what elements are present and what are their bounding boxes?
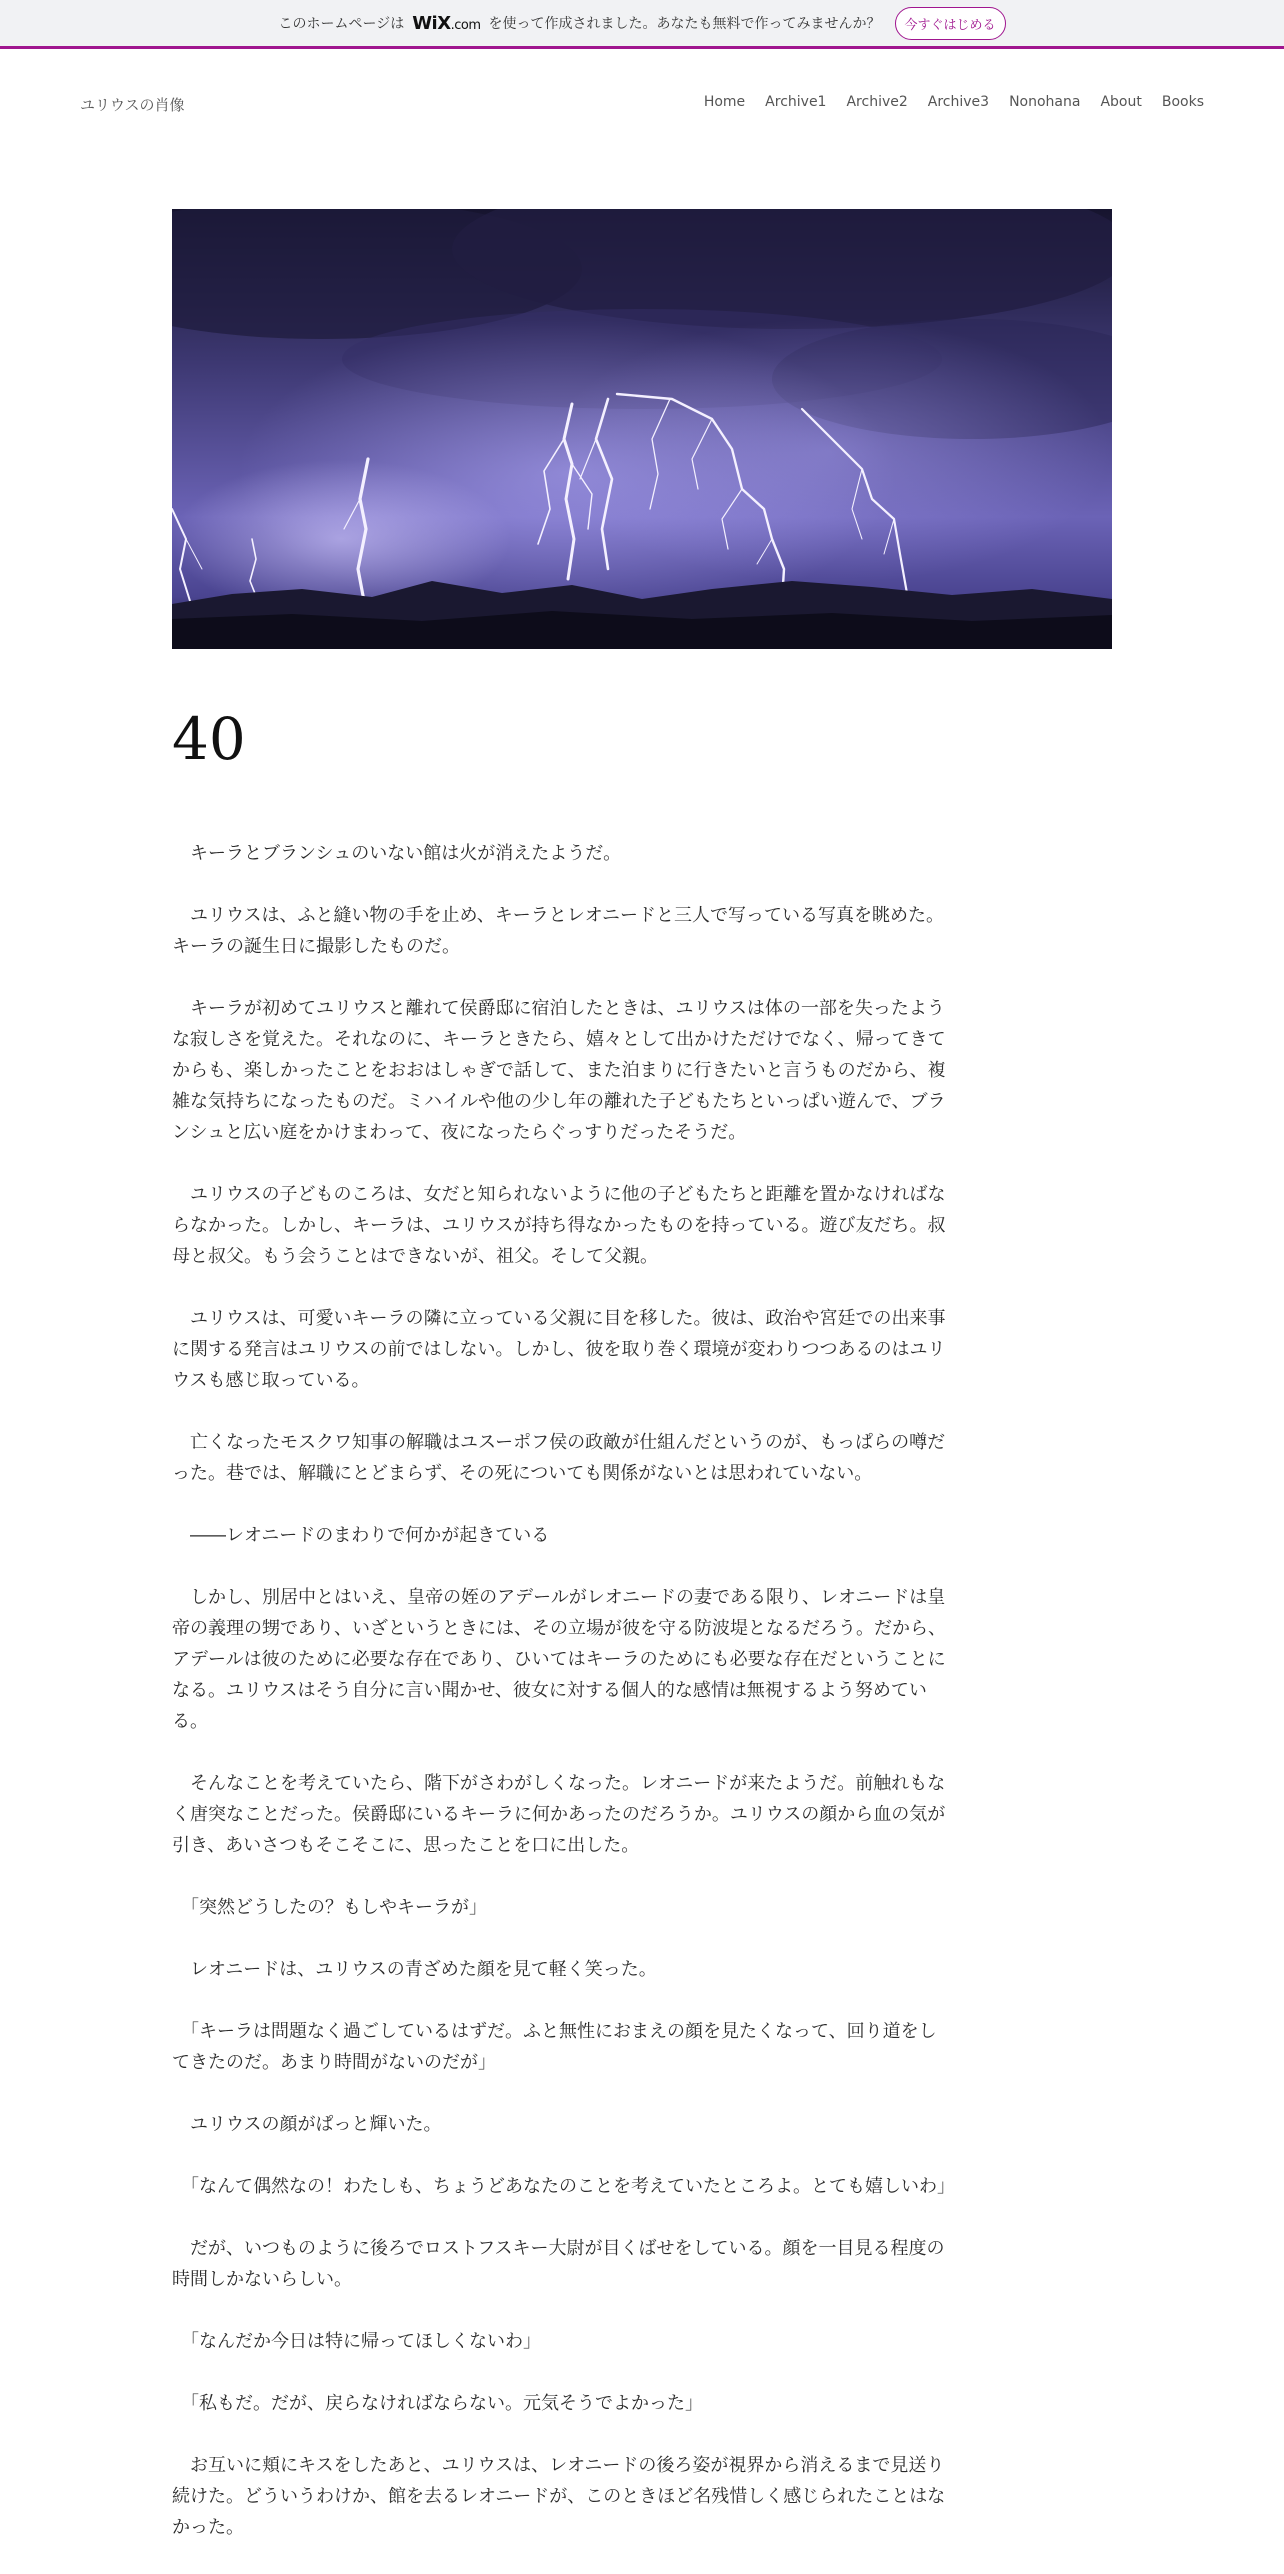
- paragraph: 「突然どうしたの？もしやキーラが」: [172, 1897, 487, 1918]
- paragraph: 「なんだか今日は特に帰ってほしくないわ」: [172, 2331, 541, 2352]
- nav-item-archive2[interactable]: Archive2: [846, 94, 908, 110]
- post-title: 40: [172, 705, 246, 773]
- paragraph: キーラが初めてユリウスと離れて侯爵邸に宿泊したときは、ユリウスは体の一部を失ったような寂しさを覚えた。それなのに、キーラときたら、嬉々として出かけただけでなく、帰ってきてからも、楽しかったことをおおはしゃぎで話して、また泊まりに行きたいと言うものだから、複雑な気持ちになったものだ。ミハイルや他の少し年の離れた子どもたちといっぱい遊んで、ブランシュと広い庭をかけまわって、夜になったらぐっすりだったそうだ。: [172, 998, 946, 1143]
- wix-banner-prefix: このホームページは: [278, 16, 405, 32]
- nav-item-archive1[interactable]: Archive1: [765, 94, 827, 110]
- main-nav: [704, 94, 1204, 110]
- nav-item-archive3[interactable]: Archive3: [927, 94, 990, 110]
- hero-image: [172, 209, 1112, 649]
- paragraph: ユリウスは、ふと縫い物の手を止め、キーラとレオニードと三人で写っている写真を眺めた。キーラの誕生日に撮影したものだ。: [172, 905, 945, 957]
- wix-logo-suffix: .com: [450, 17, 481, 33]
- wix-banner: [0, 0, 1284, 49]
- paragraph: 亡くなったモスクワ知事の解職はユスーポフ侯の政敵が仕組んだというのが、もっぱらの噂だった。巷では、解職にとどまらず、その死についても関係がないとは思われていない。: [172, 1432, 946, 1484]
- paragraph: ――レオニードのまわりで何かが起きている: [172, 1525, 550, 1546]
- paragraph: ユリウスの子どものころは、女だと知られないように他の子どもたちと距離を置かなければならなかった。しかし、キーラは、ユリウスが持ち得なかったものを持っている。遊び友だち。叔母と叔父。もう会うことはできないが、祖父。そして父親。: [172, 1184, 946, 1267]
- nav-item-nonohana[interactable]: Nonohana: [1009, 94, 1081, 110]
- nav-item-books[interactable]: Books: [1161, 94, 1204, 110]
- start-now-button[interactable]: 今すぐはじめる: [895, 7, 1006, 40]
- site-title[interactable]: ユリウスの肖像: [80, 96, 185, 114]
- wix-banner-suffix: を使って作成されました。あなたも無料で作ってみませんか？: [488, 16, 881, 32]
- post-body: [172, 838, 955, 2574]
- lightning-storm-image: [172, 209, 1112, 649]
- wix-logo-text: WiX: [412, 12, 451, 34]
- paragraph: ユリウスの顔がぱっと輝いた。: [172, 2114, 442, 2135]
- wix-logo[interactable]: [412, 13, 480, 34]
- paragraph: レオニードは、ユリウスの青ざめた顔を見て軽く笑った。: [172, 1959, 657, 1980]
- paragraph: 「私もだ。だが、戻らなければならない。元気そうでよかった」: [172, 2393, 703, 2414]
- paragraph: だが、いつものように後ろでロストフスキー大尉が目くばせをしている。顔を一目見る程度の時間しかないらしい。: [172, 2238, 945, 2290]
- paragraph: 「キーラは問題なく過ごしているはずだ。ふと無性におまえの顔を見たくなって、回り道をしてきたのだ。あまり時間がないのだが」: [172, 2021, 937, 2073]
- paragraph: そんなことを考えていたら、階下がさわがしくなった。レオニードが来たようだ。前触れもなく唐突なことだった。侯爵邸にいるキーラに何かあったのだろうか。ユリウスの顔から血の気が引き、あいさつもそこそこに、思ったことを口に出した。: [172, 1773, 946, 1856]
- nav-item-about[interactable]: About: [1100, 94, 1142, 110]
- paragraph: ユリウスは、可愛いキーラの隣に立っている父親に目を移した。彼は、政治や宮廷での出来事に関する発言はユリウスの前ではしない。しかし、彼を取り巻く環境が変わりつつあるのはユリウスも感じ取っている。: [172, 1308, 946, 1391]
- nav-item-home[interactable]: Home: [703, 94, 746, 110]
- paragraph: しかし、別居中とはいえ、皇帝の姪のアデールがレオニードの妻である限り、レオニードは皇帝の義理の甥であり、いざというときには、その立場が彼を守る防波堤となるだろう。だから、アデールは彼のために必要な存在であり、ひいてはキーラのためにも必要な存在だということになる。ユリウスはそう自分に言い聞かせ、彼女に対する個人的な感情は無視するよう努めている。: [172, 1587, 946, 1732]
- paragraph: キーラとブランシュのいない館は火が消えたようだ。: [172, 843, 622, 864]
- paragraph: お互いに頬にキスをしたあと、ユリウスは、レオニードの後ろ姿が視界から消えるまで見送り続けた。どういうわけか、館を去るレオニードが、このときほど名残惜しく感じられたことはなかった。: [172, 2455, 946, 2538]
- paragraph: 「なんて偶然なの！わたしも、ちょうどあなたのことを考えていたところよ。とても嬉しいわ」: [172, 2176, 955, 2197]
